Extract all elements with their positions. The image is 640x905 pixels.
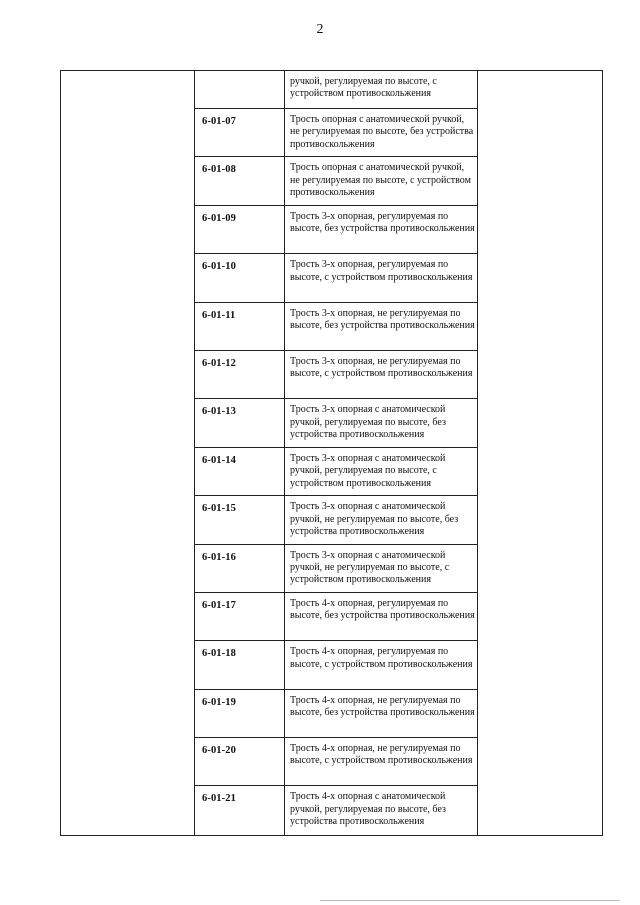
table-row — [194, 593, 478, 641]
row-description: Трость 4-х опорная с анатомической ручкой, регулируемая по высоте, без устройства противоскольжения — [290, 791, 446, 828]
row-code: 6-01-21 — [202, 793, 236, 805]
page-number: 2 — [316, 22, 324, 37]
row-description: Трость опорная с анатомической ручкой, не регулируемая по высоте, без устройства противоскольжения — [290, 114, 474, 150]
row-code: 6-01-09 — [202, 212, 236, 224]
row-description: Трость 3-х опорная с анатомической ручкой, регулируемая по высоте, без устройства противоскольжения — [290, 404, 446, 441]
table-row — [194, 496, 478, 544]
table-row — [194, 206, 478, 254]
table-row — [194, 157, 478, 205]
row-code: 6-01-12 — [202, 357, 236, 369]
table-row — [194, 690, 478, 738]
row-description: Трость 3-х опорная, не регулируемая по высоте, с устройством противоскольжения — [290, 355, 473, 380]
row-code: 6-01-16 — [202, 551, 236, 563]
table-row — [194, 351, 478, 399]
table-row — [194, 254, 478, 302]
row-description: ручкой, регулируемая по высоте, с устройством противоскольжения — [290, 76, 437, 100]
row-code: 6-01-08 — [202, 164, 236, 176]
row-code: 6-01-07 — [202, 116, 236, 127]
row-description: Трость 3-х опорная с анатомической ручкой, не регулируемая по высоте, без устройства противоскольжения — [290, 501, 459, 537]
table-row — [194, 303, 478, 351]
row-description: Трость 3-х опорная с анатомической ручкой, регулируемая по высоте, с устройством противоскольжения — [290, 452, 446, 489]
row-description: Трость 3-х опорная с анатомической ручкой, не регулируемая по высоте, с устройством противоскольжения — [290, 549, 450, 586]
row-description: Трость 4-х опорная, регулируемая по высоте, с устройством противоскольжения — [290, 646, 473, 670]
table-row — [194, 399, 478, 447]
row-description: Трость 4-х опорная, регулируемая по высоте, без устройства противоскольжения — [290, 597, 475, 622]
table-row — [194, 641, 478, 689]
table-row — [194, 738, 478, 786]
row-code: 6-01-18 — [202, 648, 236, 660]
row-code: 6-01-15 — [202, 503, 236, 515]
table-rows — [194, 71, 478, 835]
table-row — [194, 109, 478, 157]
row-description: Трость 4-х опорная, не регулируемая по высоте, без устройства противоскольжения — [290, 694, 475, 719]
product-table — [60, 70, 603, 836]
row-code: 6-01-11 — [202, 309, 236, 321]
row-description: Трость 3-х опорная, регулируемая по высоте, с устройством противоскольжения — [290, 259, 473, 283]
table-row — [194, 545, 478, 593]
row-description: Трость опорная с анатомической ручкой, не регулируемая по высоте, с устройством противоскольжения — [290, 162, 471, 199]
row-description: Трость 3-х опорная, регулируемая по высоте, без устройства противоскольжения — [290, 210, 475, 235]
row-code: 6-01-13 — [202, 406, 236, 418]
row-description: Трость 4-х опорная, не регулируемая по высоте, с устройством противоскольжения — [290, 743, 473, 767]
row-code: 6-01-10 — [202, 261, 236, 273]
row-code: 6-01-14 — [202, 454, 236, 466]
bottom-rule — [320, 900, 620, 901]
row-description: Трость 3-х опорная, не регулируемая по высоте, без устройства противоскольжения — [290, 307, 475, 331]
table-row-continuation — [194, 71, 478, 109]
table-row — [194, 786, 478, 834]
table-row — [194, 448, 478, 496]
row-code: 6-01-20 — [202, 745, 236, 757]
row-code: 6-01-17 — [202, 599, 236, 611]
row-code: 6-01-19 — [202, 696, 236, 708]
